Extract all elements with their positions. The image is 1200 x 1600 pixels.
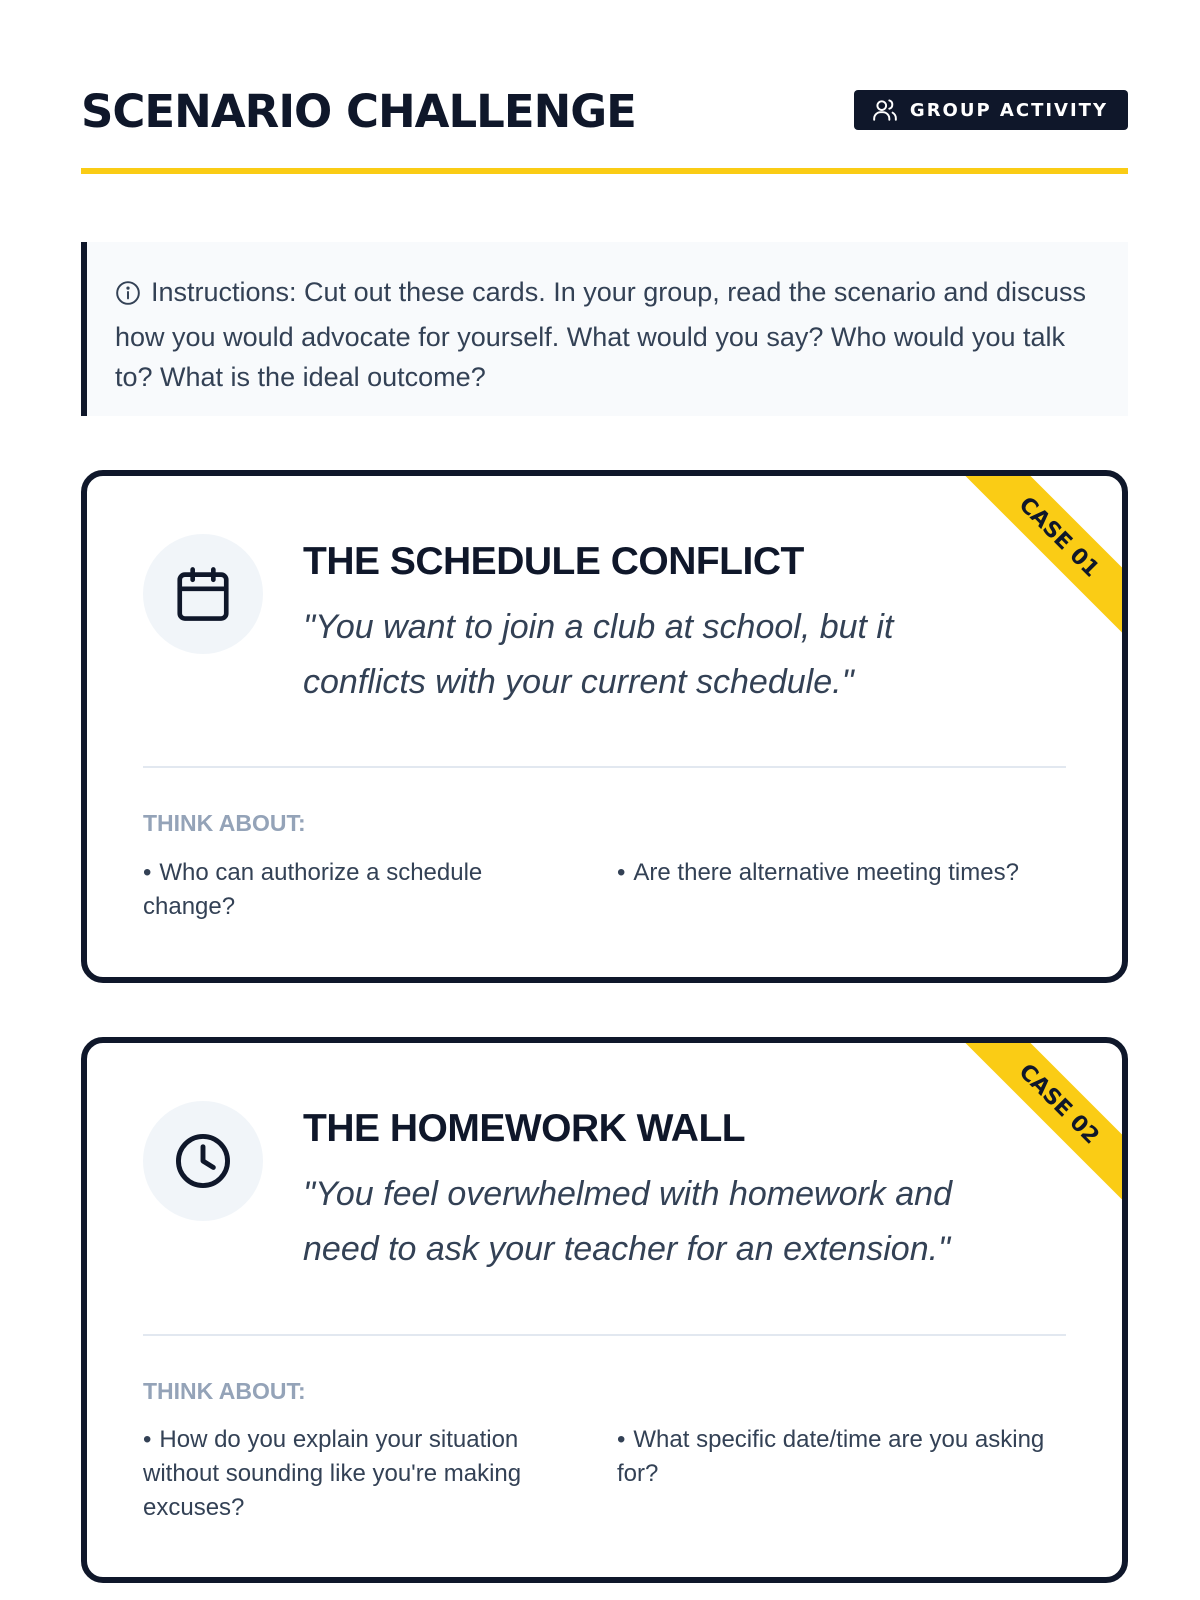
page-title: SCENARIO CHALLENGE — [81, 85, 636, 138]
card-divider — [143, 766, 1066, 768]
scenario-card — [81, 1037, 1128, 1583]
clock-icon — [143, 1101, 263, 1221]
instructions-paragraph — [115, 272, 1088, 397]
think-about-label: THINK ABOUT: — [143, 810, 306, 836]
think-point: • Who can authorize a schedule change? — [143, 859, 483, 920]
users-icon — [872, 97, 898, 123]
card-quote: "You feel overwhelmed with homework and need to ask your teacher for an extension." — [303, 1175, 952, 1268]
instructions-box — [81, 242, 1128, 416]
case-label: CASE 02 — [1013, 1058, 1105, 1150]
card-title: THE SCHEDULE CONFLICT — [303, 540, 804, 583]
title-underline — [81, 168, 1128, 174]
case-label: CASE 01 — [1013, 491, 1105, 583]
card-divider — [143, 1334, 1066, 1336]
calendar-icon — [143, 534, 263, 654]
group-activity-badge — [854, 90, 1128, 130]
think-about-label: THINK ABOUT: — [143, 1378, 306, 1404]
instructions-text: Instructions: Cut out these cards. In your group, read the scenario and discuss how you would advocate for yourself. What would you say? Who would you talk to? What is the ideal outcome? — [115, 277, 1087, 392]
card-title: THE HOMEWORK WALL — [303, 1107, 746, 1150]
think-point: • What specific date/time are you asking for? — [617, 1426, 1045, 1487]
badge-label: GROUP ACTIVITY — [909, 99, 1108, 121]
scenario-card — [81, 470, 1128, 983]
info-icon — [115, 277, 141, 317]
page-header — [81, 82, 1128, 142]
think-point: • How do you explain your situation without sounding like you're making excuses? — [143, 1426, 522, 1521]
think-point: • Are there alternative meeting times? — [617, 859, 1019, 886]
card-quote: "You want to join a club at school, but it conflicts with your current schedule." — [303, 608, 894, 701]
